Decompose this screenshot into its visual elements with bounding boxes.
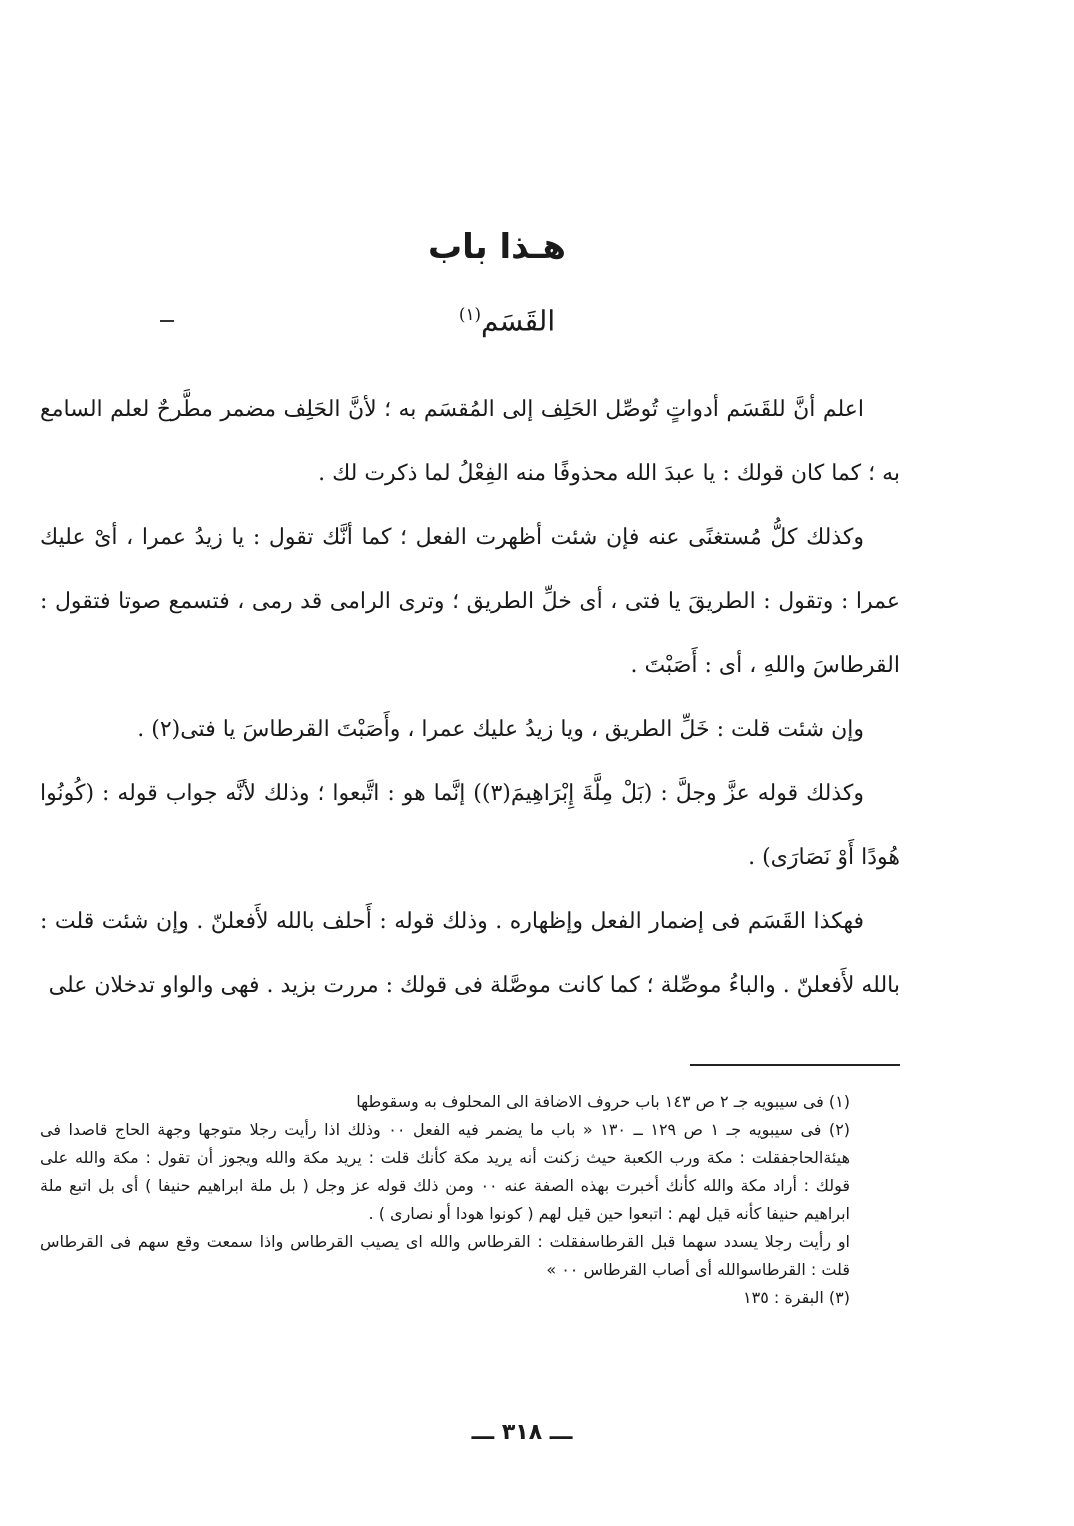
chapter-subtitle-text: القَسَم [481,304,556,338]
footnote-1: (١) فى سيبويه جـ ٢ ص ١٤٣ باب حروف الاضافة الى المحلوف به وسقوطها [356,1092,850,1111]
footnote-3: (٣) البقرة : ١٣٥ [743,1288,850,1307]
margin-dash-mark [160,320,174,322]
footnote-separator [690,1064,900,1066]
body-paragraph-5: فهكذا القَسَم فى إضمار الفعل وإظهاره . وذلك قوله : أَحلف بالله لأَفعلنّ . وإن شئت قلت : بالله لأَفعلنّ . والباءُ موصِّلة ؛ كما كانت موصَّلة فى قولك : مررت بزيد . فهى والواو تدخلان على [40,909,900,998]
body-paragraph-2: وكذلك كلُّ مُستغنًى عنه فإن شئت أظهرت الفعل ؛ كما أنَّك تقول : يا زيدُ عمرا ، أىْ عليك عمرا : وتقول : الطريقَ يا فتى ، أى خلِّ الطريق ؛ وترى الرامى قد رمى ، فتسمع صوتا فتقول : القرطاسَ واللهِ ، أى : أَصَبْتَ . [40,525,900,678]
subtitle-footnote-ref: (١) [458,304,482,324]
chapter-subtitle [0,292,1074,343]
chapter-title [0,222,1074,272]
footnotes [40,1088,900,1312]
page-number: ـــ ٣١٨ ـــ [471,1420,573,1445]
footnote-2: (٢) فى سيبويه جـ ١ ص ١٢٩ ــ ١٣٠ « باب ما يضمر فيه الفعل ٠٠ وذلك اذا رأيت رجلا متوجها وجهة الحاج قاصدا فى هيئةالحاجفقلت : مكة ورب الكعبة حيث زكنت أنه يريد مكة كأنك قلت : يريد مكة والله ويجوز أن تقول : مكة والله على قولك : أراد مكة والله كأنك أخبرت بهذه الصفة عنه ٠٠ ومن ذلك قوله عز وجل ( بل ملة ابراهيم حنيفا ) أى بل اتبع ملة ابراهيم حنيفا كأنه قيل لهم : اتبعوا حين قيل لهم ( كونوا هودا أو نصارى ) . [40,1120,851,1223]
body-paragraph-4: وكذلك قوله عزَّ وجلَّ : (بَلْ مِلَّةَ إِبْرَاهِيمَ(٣)) إنَّما هو : اتَّبعوا ؛ وذلك لأنَّه جواب قوله : (كُونُوا هُودًا أَوْ نَصَارَى) . [40,781,900,870]
body-text [40,378,900,1018]
body-paragraph-1: اعلم أنَّ للقَسَم أدواتٍ تُوصِّل الحَلِف إلى المُقسَم به ؛ لأنَّ الحَلِف مضمر مطَّرحٌ لعلم السامع به ؛ كما كان قولك : يا عبدَ الله محذوفًا منه الفِعْلُ لما ذكرت لك . [40,397,900,486]
footnote-2-continued: او رأيت رجلا يسدد سهما قبل القرطاسفقلت : القرطاس والله اى يصيب القرطاس واذا سمعت وقع سهم فى القرطاس قلت : القرطاسوالله أى أصاب القرطاس ٠٠ » [40,1232,850,1279]
chapter-title-text: هـذا باب [427,227,567,267]
body-paragraph-3: وإن شئت قلت : خَلِّ الطريق ، ويا زيدُ عليك عمرا ، وأَصَبْتَ القرطاسَ يا فتى(٢) . [137,717,864,742]
